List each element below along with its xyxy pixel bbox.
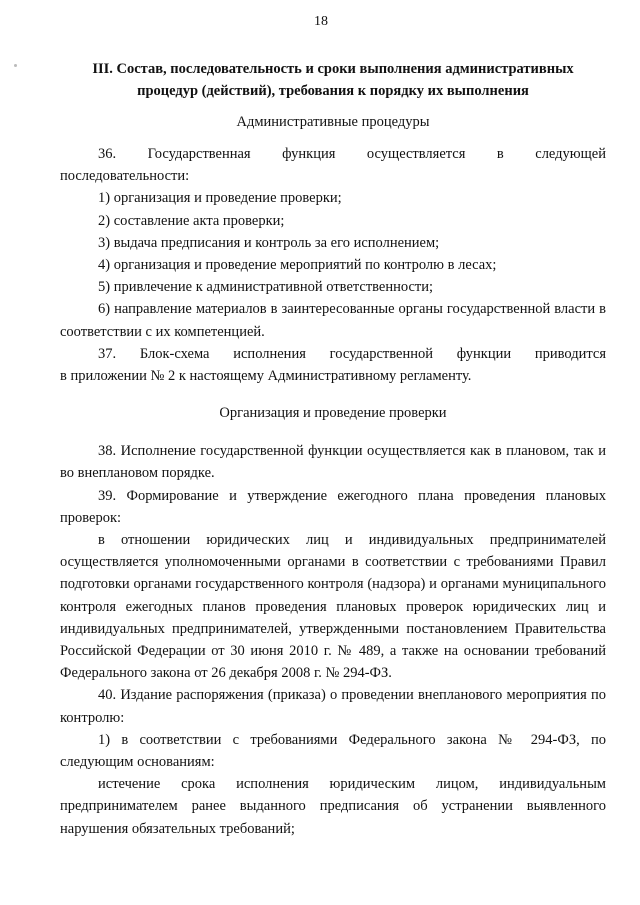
- list-item-5: 5) привлечение к административной ответственности;: [98, 279, 434, 296]
- section-title: [60, 58, 606, 102]
- paragraph-36-line-2: последовательности:: [60, 168, 190, 185]
- paragraph-36-line-1: 36. Государственная функция осуществляется в следующей: [98, 146, 606, 162]
- scan-artifact: [14, 64, 17, 67]
- paragraph-38: 38. Исполнение государственной функции осуществляется как в плановом, так и во внеплановом порядке.: [60, 443, 606, 482]
- list-item-2: 2) составление акта проверки;: [98, 212, 285, 229]
- section-title-line-1: III. Состав, последовательность и сроки выполнения административных: [92, 61, 574, 77]
- subheading-inspection: Организация и проведение проверки: [219, 405, 447, 422]
- list-item-6: 6) направление материалов в заинтересованные органы государственной власти в соответствии с их компетенцией.: [60, 301, 606, 340]
- paragraph-39: 39. Формирование и утверждение ежегодного плана проведения плановых проверок:: [60, 487, 606, 526]
- paragraph-39-body: в отношении юридических лиц и индивидуальных предпринимателей осуществляется уполномоченными органами в соответствии с требованиями Правил подготовки органами государственного контроля (надзора) и органами муниципального контроля ежегодных планов проведения плановых проверок юридических лиц и индивидуальных предпринимателей, утвержденными постановлением Правительства Российской Федерации от 30 июня 2010 г. № 489, а также на основании требований Федерального закона от 26 декабря 2008 г. № 294-ФЗ.: [60, 532, 606, 682]
- paragraph-40: 40. Издание распоряжения (приказа) о проведении внепланового мероприятия по контролю:: [60, 687, 606, 726]
- paragraph-37-line-2: в приложении № 2 к настоящему Административному регламенту.: [60, 368, 472, 385]
- list-item-4: 4) организация и проведение мероприятий по контролю в лесах;: [98, 257, 497, 274]
- list-item-3: 3) выдача предписания и контроль за его исполнением;: [98, 234, 440, 251]
- subheading-administrative-procedures: Административные процедуры: [236, 114, 430, 130]
- paragraph-40-item-1: 1) в соответствии с требованиями Федерального закона № 294-ФЗ, по следующим основаниям:: [60, 731, 606, 771]
- page-number: 18: [314, 14, 328, 29]
- section-title-line-2: процедур (действий), требования к порядку их выполнения: [137, 83, 529, 99]
- paragraph-40-body: истечение срока исполнения юридическим лицом, индивидуальным предпринимателем ранее выданного предписания об устранении выявленного нарушения обязательных требований;: [60, 776, 606, 837]
- paragraph-37-line-1: 37. Блок-схема исполнения государственной функции приводится: [98, 345, 606, 362]
- list-item-1: 1) организация и проведение проверки;: [98, 190, 342, 207]
